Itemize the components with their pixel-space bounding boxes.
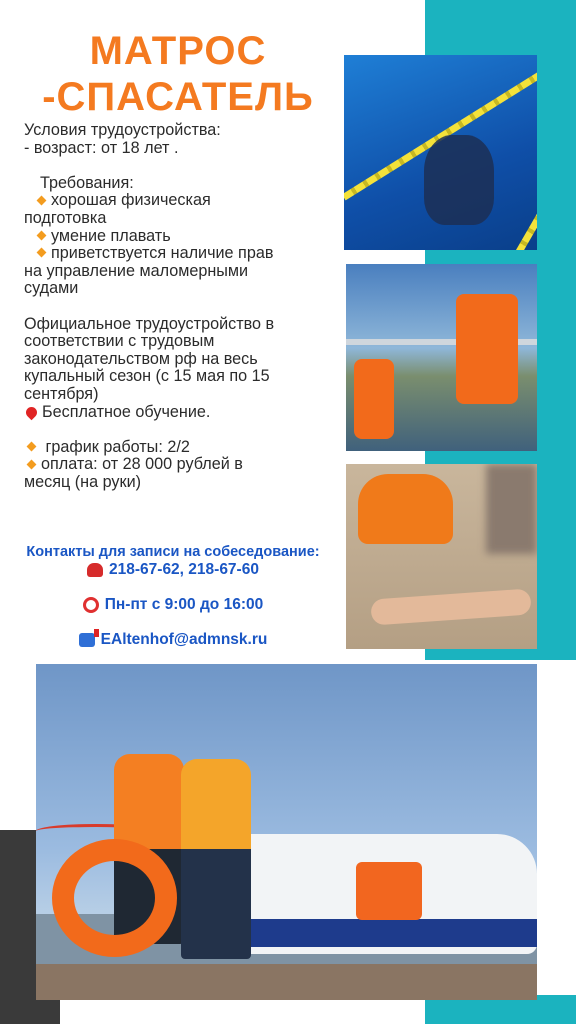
contacts-heading: Контакты для записи на собеседование: [26,544,320,560]
official-line: Официальное трудоустройство в [24,314,275,333]
job-description [24,122,342,491]
mailbox-icon [79,633,95,647]
work-schedule: график работы: 2/2 [45,437,190,456]
requirement-item: хорошая физическая [51,191,211,210]
rescuers-with-boat-photo [36,664,537,1000]
email-link[interactable]: EAltenhof@admnsk.ru [100,631,268,648]
pushpin-icon [24,404,40,420]
conditions-heading: Условия трудоустройства: [24,121,221,139]
bullet-diamond-icon [37,248,47,258]
requirement-item: подготовка [24,208,107,227]
official-line: законодательством рф на весь [24,349,258,368]
bullet-diamond-icon [27,459,37,469]
lifeguards-on-boat-photo [346,264,537,451]
working-hours: Пн-пт с 9:00 до 16:00 [104,596,264,613]
first-aid-on-beach-photo [346,464,537,649]
alarm-clock-icon [83,597,99,613]
official-line: сентября) [24,384,99,403]
salary-line-2: месяц (на руки) [24,472,142,491]
requirement-item: умение плавать [51,226,171,245]
title-line-2: -СПАСАТЕЛЬ [42,75,314,119]
bullet-diamond-icon [37,230,47,240]
bullet-diamond-icon [27,441,37,451]
pool-rescue-photo [344,55,537,250]
salary-line-1: оплата: от 28 000 рублей в [41,455,243,474]
telephone-icon [87,563,103,577]
requirement-item: приветствуется наличие прав [51,244,274,263]
phone-numbers[interactable]: 218-67-62, 218-67-60 [109,561,259,578]
requirement-item: на управление маломерными [24,261,249,280]
contacts-block [0,543,346,649]
requirements-heading: Требования: [40,173,134,192]
title-line-1: МАТРОС [89,29,267,73]
age-requirement: - возраст: от 18 лет . [24,138,179,157]
bullet-diamond-icon [37,195,47,205]
poster-title [18,28,338,120]
requirement-item: судами [24,279,79,298]
official-line: купальный сезон (с 15 мая по 15 [24,367,270,386]
official-line: соответствии с трудовым [24,332,215,351]
free-training: Бесплатное обучение. [42,402,211,421]
